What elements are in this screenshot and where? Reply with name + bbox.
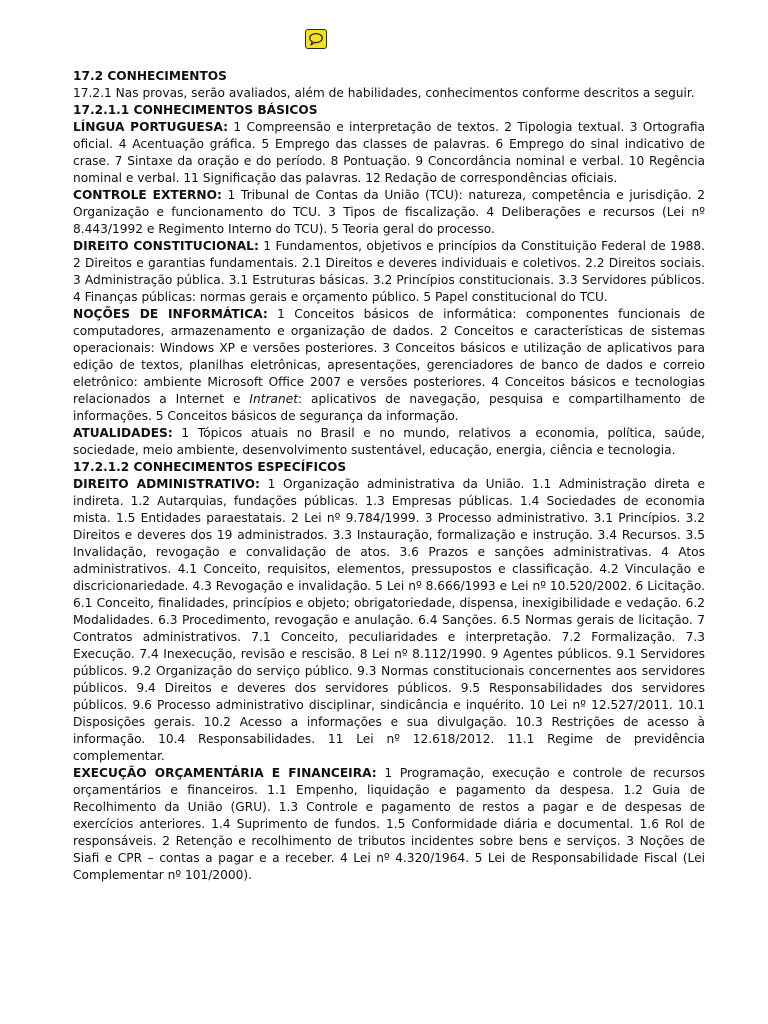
lingua-portuguesa-paragraph [73,119,705,187]
subject-label: CONTROLE EXTERNO: [73,188,222,202]
atualidades-paragraph [73,425,705,459]
intro-paragraph: 17.2.1 Nas provas, serão avaliados, além de habilidades, conhecimentos conforme descritos a seguir. [73,86,695,100]
subject-text: 1 Programação, execução e controle de recursos orçamentários e financeiros. 1.1 Empenho, liquidação e pagamento da despesa. 1.2 Guia de Recolhimento da União (GRU). 1.3 Controle e pagamento de restos a pagar e de despesas de exercícios anteriores. 1.4 Suprimento de fundos. 1.5 Conformidade diária e documental. 1.6 Rol de responsáveis. 2 Retenção e recolhimento de tributos incidentes sobre bens e serviços. 3 Noções de Siafi e CPR – contas a pagar e a receber. 4 Lei nº 4.320/1964. 5 Lei de Responsabilidade Fiscal (Lei Complementar nº 101/2000). [73,766,705,882]
informatica-paragraph [73,306,705,425]
intranet-term: Intranet [249,392,298,406]
document-body [73,68,705,884]
subject-label: EXECUÇÃO ORÇAMENTÁRIA E FINANCEIRA: [73,766,377,780]
subject-label: ATUALIDADES: [73,426,173,440]
subject-text-continued: : aplicativos de navegação, pesquisa e compartilhamento de informações. 5 Conceitos básicos de segurança da informação. [73,392,706,423]
direito-administrativo-paragraph [73,476,705,765]
execucao-orcamentaria-paragraph [73,765,705,884]
subject-label: NOÇÕES DE INFORMÁTICA: [73,307,268,321]
subject-text: 1 Conceitos básicos de informática: componentes funcionais de computadores, armazenamento e organização de dados. 2 Conceitos e características de sistemas operacionais: Windows XP e versões posteriores. 3 Conceitos básicos e utilização de aplicativos para edição de textos, planilhas eletrônicas, apresentações, gerenciadores de banco de dados e correio eletrônico: ambiente Microsoft Office 2007 e versões posteriores. 4 Conceitos básicos e tecnologias relacionados a Internet e [73,307,706,406]
subject-label: DIREITO CONSTITUCIONAL: [73,239,259,253]
controle-externo-paragraph [73,187,705,238]
subject-text: 1 Organização administrativa da União. 1.1 Administração direta e indireta. 1.2 Autarquias, fundações públicas. 1.3 Empresas públicas. 1.4 Sociedades de economia mista. 1.5 Entidades paraestatais. 2 Lei nº 9.784/1999. 3 Processo administrativo. 3.1 Princípios. 3.2 Direitos e deveres dos 19 administrados. 3.3 Instauração, formalização e instrução. 3.4 Recursos. 3.5 Invalidação, revogação e convalidação de atos. 3.6 Prazos e sanções administrativas. 4 Atos administrativos. 4.1 Conceito, requisitos, elementos, pressupostos e classificação. 4.2 Vinculação e discricionariedade. 4.3 Revogação e invalidação. 5 Lei nº 8.666/1993 e Lei nº 10.520/2002. 6 Licitação. 6.1 Conceito, finalidades, princípios e objeto; obrigatoriedade, dispensa, inexigibilidade e vedação. 6.2 Modalidades. 6.3 Procedimento, revogação e anulação. 6.4 Sanções. 6.5 Normas gerais de licitação. 7 Contratos administrativos. 7.1 Conceito, peculiaridades e interpretação. 7.2 Formalização. 7.3 Execução. 7.4 Inexecução, revisão e rescisão. 8 Lei nº 8.112/1990. 9 Agentes públicos. 9.1 Servidores públicos. 9.2 Organização do serviço público. 9.3 Normas constitucionais concernentes aos servidores públicos. 9.4 Direitos e deveres dos servidores públicos. 9.5 Responsabilidades dos servidores públicos. 9.6 Processo administrativo disciplinar, sindicância e inquérito. 10 Lei nº 12.527/2011. 10.1 Disposições gerais. 10.2 Acesso a informações e sua divulgação. 10.3 Restrições de acesso à informação. 10.4 Responsabilidades. 11 Lei nº 12.618/2012. 11.1 Regime de previdência complementar. [73,477,705,763]
subject-label: DIREITO ADMINISTRATIVO: [73,477,260,491]
subject-text: 1 Compreensão e interpretação de textos. 2 Tipologia textual. 3 Ortografia oficial. 4 Acentuação gráfica. 5 Emprego das classes de palavras. 6 Emprego do sinal indicativo de crase. 7 Sintaxe da oração e do período. 8 Pontuação. 9 Concordância nominal e verbal. 10 Regência nominal e verbal. 11 Significação das palavras. 12 Redação de correspondências oficiais. [73,120,706,185]
comment-icon[interactable] [305,29,327,49]
basic-knowledge-title: 17.2.1.1 CONHECIMENTOS BÁSICOS [73,103,318,117]
direito-constitucional-paragraph [73,238,705,306]
speech-bubble-icon [306,30,326,48]
subject-text: 1 Fundamentos, objetivos e princípios da Constituição Federal de 1988. 2 Direitos e garantias fundamentais. 2.1 Direitos e deveres individuais e coletivos. 2.2 Direitos sociais. 3 Administração pública. 3.1 Estruturas básicas. 3.2 Princípios constitucionais. 3.3 Servidores públicos. 4 Finanças públicas: normas gerais e orçamento público. 5 Papel constitucional do TCU. [73,239,706,304]
specific-knowledge-title: 17.2.1.2 CONHECIMENTOS ESPECÍFICOS [73,460,347,474]
section-title: 17.2 CONHECIMENTOS [73,69,227,83]
subject-text: 1 Tribunal de Contas da União (TCU): natureza, competência e jurisdição. 2 Organização e funcionamento do TCU. 3 Tipos de fiscalização. 4 Deliberações e recursos (Lei nº 8.443/1992 e Regimento Interno do TCU). 5 Teoria geral do processo. [73,188,705,236]
subject-label: LÍNGUA PORTUGUESA: [73,120,229,134]
subject-text: 1 Tópicos atuais no Brasil e no mundo, relativos a economia, política, saúde, sociedade, meio ambiente, desenvolvimento sustentável, educação, energia, ciência e tecnologia. [73,426,706,457]
